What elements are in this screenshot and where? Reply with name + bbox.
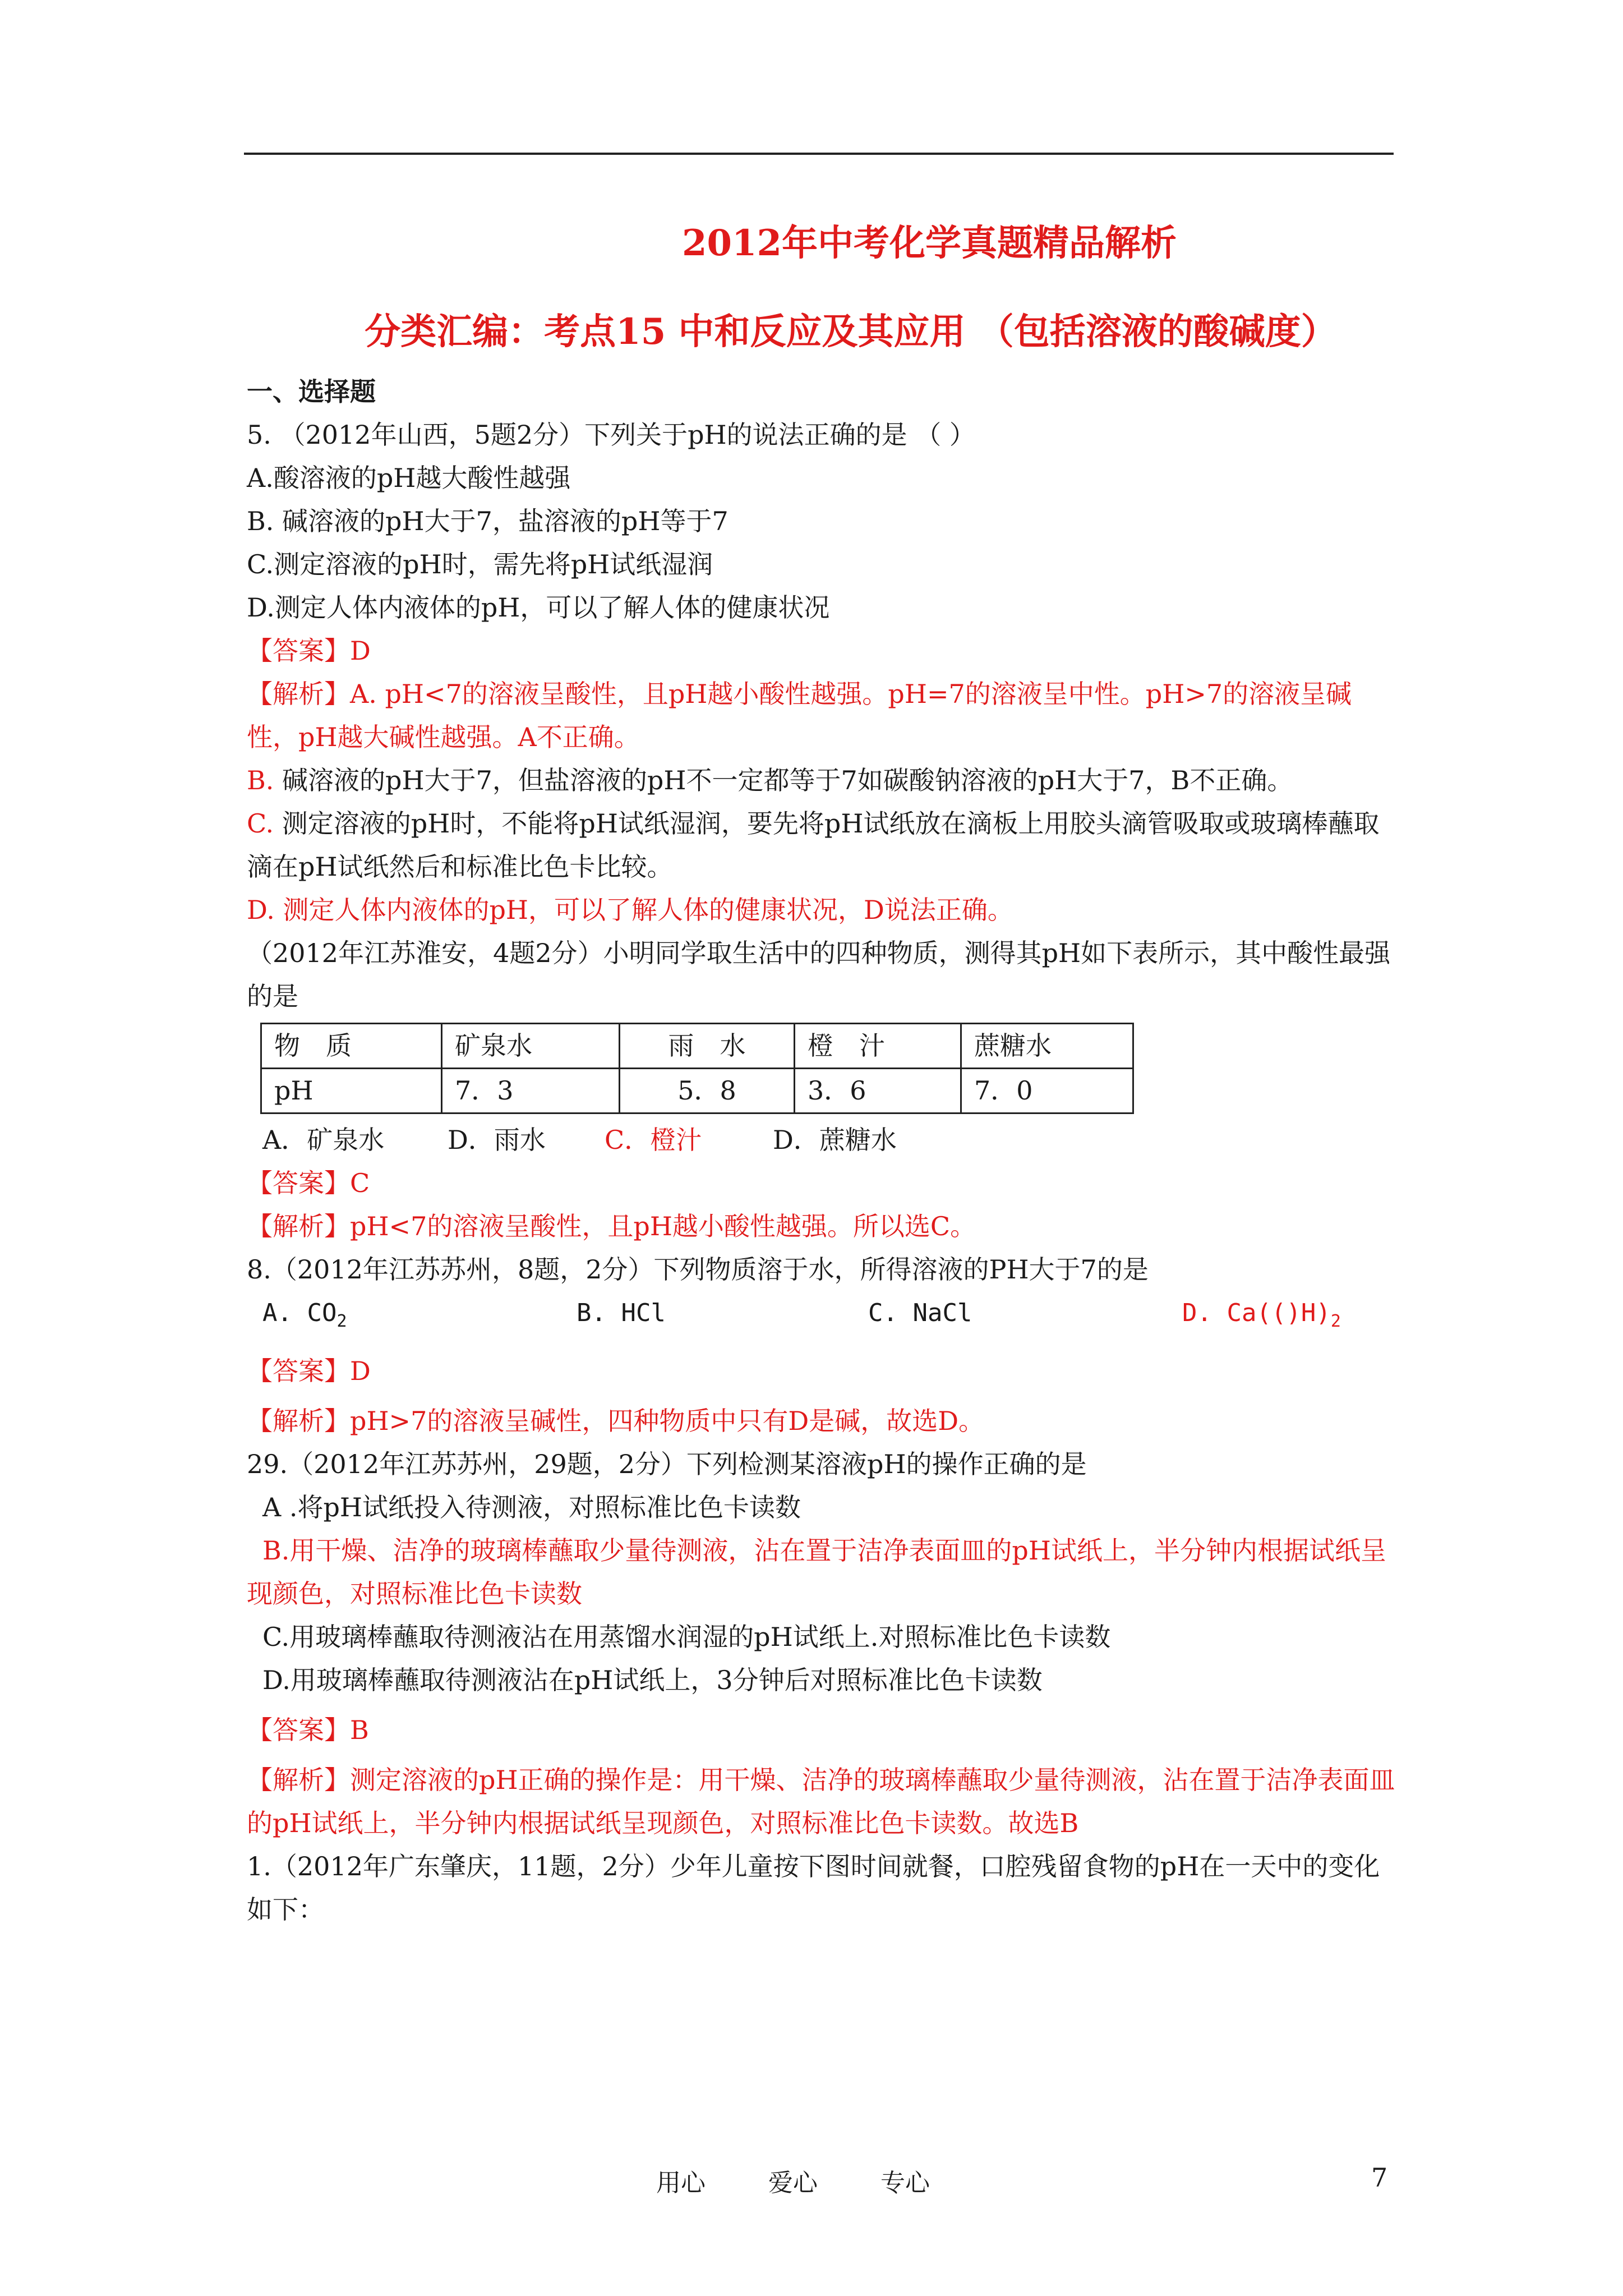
q5-explanation-b — [247, 759, 1402, 802]
q8-answer: 【答案】D — [247, 1355, 371, 1386]
q4-option-b: D．雨水 — [448, 1125, 546, 1155]
q29-answer: 【答案】B — [247, 1714, 369, 1745]
q4-options — [247, 1119, 1402, 1162]
table-cell: 雨 水 — [620, 1024, 795, 1069]
q29-option-d: D.用玻璃棒蘸取待测液沾在pH试纸上，3分钟后对照标准比色卡读数 — [262, 1664, 1043, 1695]
q5-option-a: A.酸溶液的pH越大酸性越强 — [247, 463, 571, 493]
footer-item: 专心 — [880, 2169, 930, 2197]
q5-exp-c-text: 测定溶液的pH时，不能将pH试纸湿润，要先将pH试纸放在滴板上用胶头滴管吸取或玻璃棒蘸取滴在pH试纸然后和标准比色卡比较。 — [247, 808, 1380, 882]
document-body — [247, 370, 1402, 1931]
q5-answer: 【答案】D — [247, 636, 371, 666]
footer-item: 用心 — [656, 2169, 706, 2197]
q8-option-d-sub: 2 — [1330, 1311, 1341, 1331]
q8-option-d — [1182, 1291, 1341, 1343]
table-cell: 7．0 — [961, 1069, 1133, 1114]
table-cell: 5．8 — [620, 1069, 795, 1114]
q8-option-a — [262, 1291, 577, 1343]
q8-option-b: B. HCl — [577, 1299, 666, 1327]
q5-exp-b-label: B. — [247, 765, 274, 795]
q8-stem: 8.（2012年江苏苏州，8题，2分）下列物质溶于水，所得溶液的PH大于7的是 — [247, 1254, 1149, 1285]
section-heading: 一、选择题 — [247, 376, 376, 407]
q5-option-d: D.测定人体内液体的pH，可以了解人体的健康状况 — [247, 592, 830, 623]
q4-stem: （2012年江苏淮安，4题2分）小明同学取生活中的四种物质，测得其pH如下表所示，其中酸性最强的是 — [247, 938, 1391, 1011]
q5-explanation-c — [247, 802, 1402, 889]
page-number: 7 — [1371, 2162, 1388, 2193]
q4-answer: 【答案】C — [247, 1168, 370, 1198]
q29-option-a: A .将pH试纸投入待测液，对照标准比色卡读数 — [262, 1492, 801, 1522]
q5-exp-c-label: C. — [247, 808, 274, 839]
table-cell: 3．6 — [795, 1069, 961, 1114]
q4-option-c: C．橙汁 — [605, 1125, 702, 1155]
table-row — [261, 1069, 1133, 1114]
q4-option-a: A．矿泉水 — [262, 1125, 385, 1155]
q5-stem: 5. （2012年山西，5题2分）下列关于pH的说法正确的是 （ ） — [247, 420, 975, 450]
q8-option-c: C. NaCl — [868, 1299, 972, 1327]
q8-options — [247, 1291, 1402, 1343]
table-cell: 橙 汁 — [795, 1024, 961, 1069]
q5-exp-d-text: D. 测定人体内液体的pH，可以了解人体的健康状况，D说法正确。 — [247, 895, 1013, 925]
q29-stem: 29.（2012年江苏苏州，29题，2分）下列检测某溶液pH的操作正确的是 — [247, 1448, 1087, 1479]
footer-item: 爱心 — [768, 2169, 818, 2197]
q5-exp-b-text: 碱溶液的pH大于7，但盐溶液的pH不一定都等于7如碳酸钠溶液的pH大于7，B不正确。 — [274, 765, 1293, 795]
q5-explanation-a: 【解析】A. pH<7的溶液呈酸性，且pH越小酸性越强。pH=7的溶液呈中性。pH>7的溶液呈碱性，pH越大碱性越强。A不正确。 — [247, 679, 1352, 752]
page-subtitle: 分类汇编：考点15 中和反应及其应用 （包括溶液的酸碱度） — [365, 311, 1337, 353]
q29-explanation: 【解析】测定溶液的pH正确的操作是：用干燥、洁净的玻璃棒蘸取少量待测液，沾在置于洁净表面皿的pH试纸上，半分钟内根据试纸呈现颜色，对照标准比色卡读数。故选B — [247, 1764, 1395, 1838]
table-cell: 7．3 — [442, 1069, 620, 1114]
q8-option-a-sub: 2 — [336, 1311, 347, 1331]
header-rule — [244, 153, 1394, 155]
q8-option-d-text: D. Ca(()H) — [1182, 1299, 1331, 1327]
q29-option-c: C.用玻璃棒蘸取待测液沾在用蒸馏水润湿的pH试纸上.对照标准比色卡读数 — [262, 1621, 1111, 1652]
table-row — [261, 1024, 1133, 1069]
q8-option-a-text: A. CO — [262, 1299, 337, 1327]
q8-explanation: 【解析】pH>7的溶液呈碱性，四种物质中只有D是碱，故选D。 — [247, 1405, 985, 1436]
table-cell: 蔗糖水 — [961, 1024, 1133, 1069]
q5-explanation-d — [247, 889, 1402, 932]
table-cell: 矿泉水 — [442, 1024, 620, 1069]
q4-option-d: D．蔗糖水 — [773, 1125, 897, 1155]
table-cell: pH — [261, 1069, 442, 1114]
q4-explanation: 【解析】pH<7的溶液呈酸性，且pH越小酸性越强。所以选C。 — [247, 1211, 976, 1241]
ph-table — [260, 1023, 1134, 1114]
page-title: 2012年中考化学真题精品解析 — [681, 222, 1177, 264]
q1-stem: 1.（2012年广东肇庆，11题，2分）少年儿童按下图时间就餐，口腔残留食物的pH在一天中的变化如下： — [247, 1851, 1380, 1925]
q5-option-b: B. 碱溶液的pH大于7，盐溶液的pH等于7 — [247, 506, 728, 536]
q5-option-c: C.测定溶液的pH时，需先将pH试纸湿润 — [247, 549, 713, 579]
q29-option-b: B.用干燥、洁净的玻璃棒蘸取少量待测液，沾在置于洁净表面皿的pH试纸上，半分钟内根据试纸呈现颜色，对照标准比色卡读数 — [247, 1535, 1386, 1609]
table-cell: 物 质 — [261, 1024, 442, 1069]
